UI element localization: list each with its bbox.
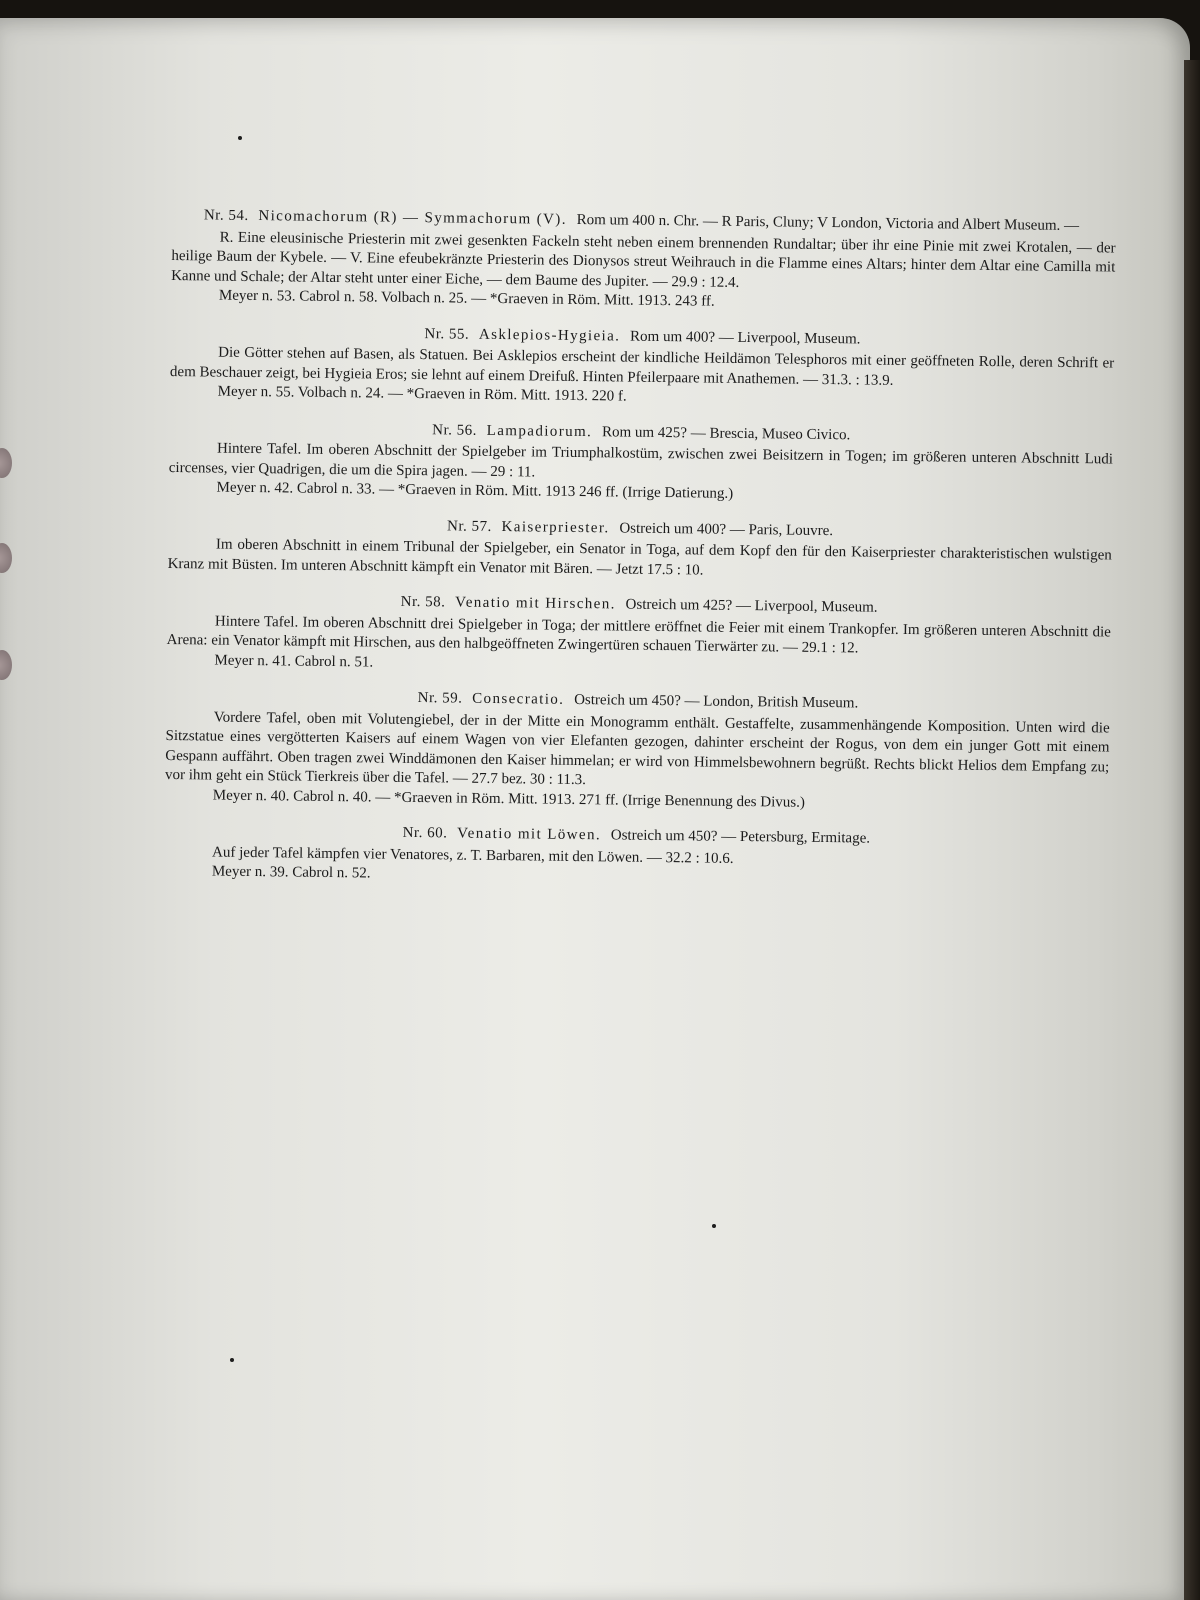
entry-references: Meyer n. 53. Cabrol n. 58. Volbach n. 25. — *Graeven in Röm. Mitt. 1913. 243 ff. [218,287,715,310]
entry-info: Rom um 425? — Brescia, Museo Civico. [601,423,851,443]
entry-description: Die Götter stehen auf Basen, als Statuen. Bei Asklepios erscheint der kindliche Heildämon Telesphoros mit einer geöffneten Rolle, deren Schrift er dem Beschauer zeigt, bei Hygieia Eros; sie lehnt auf einem Dreifuß. Hinten Pfeilerpaare mit Anathemen. — 31.3. : 13.9. [169,344,1115,389]
entry-info: Ostreich um 425? — Liverpool, Museum. [625,596,878,616]
entry-info: Ostreich um 450? — London, British Museum. [574,691,859,712]
entry-info: Rom um 400 n. Chr. — R Paris, Cluny; V London, Victoria and Albert Museum. — [576,211,1080,235]
entry-references: Meyer n. 55. Volbach n. 24. — *Graeven in Röm. Mitt. 1913. 220 f. [217,383,627,405]
entry-info: Rom um 400? — Liverpool, Museum. [629,328,861,347]
binding-hole [0,543,12,573]
entry-references: Meyer n. 42. Cabrol n. 33. — *Graeven in Röm. Mitt. 1913 246 ff. (Irrige Datierung.) [216,479,734,502]
document-page [0,18,1190,1600]
entry-description: Hintere Tafel. Im oberen Abschnitt drei Spielgeber in Toga; der mittlere eröffnet die Feier mit einem Trankopfer. Im größeren unteren Abschnitt die Arena: ein Venator kämpft mit Hirschen, aus den halbgeöffneten Zwingertüren schauen Tierwärter zu. — 29.1 : 12. [166,613,1111,657]
catalog-text [164,206,1116,909]
entry-title: Venatio mit Löwen. [457,825,602,844]
entry-references: Meyer n. 39. Cabrol n. 52. [211,863,371,882]
entry-references: Meyer n. 40. Cabrol n. 40. — *Graeven in Röm. Mitt. 1913. 271 ff. (Irrige Benennung des Divus.) [212,787,806,811]
catalog-entry [171,206,1116,317]
entry-title: Consecratio. [472,690,565,708]
paper-speck [230,1358,234,1362]
entry-title: Kaiserpriester. [501,518,610,536]
catalog-entry [166,590,1111,682]
entry-info: Ostreich um 450? — Petersburg, Ermitage. [610,827,871,847]
binding-hole [0,448,12,478]
catalog-entry [165,686,1110,817]
page-edge-shadow [1184,60,1200,1600]
entry-info: Ostreich um 400? — Paris, Louvre. [619,519,834,539]
binding-hole [0,650,12,680]
entry-number: Nr. 58. [400,593,446,611]
entry-number: Nr. 59. [417,690,463,707]
entry-number: Nr. 57. [446,517,492,535]
entry-description: Im oberen Abschnitt in einem Tribunal der Spielgeber, ein Senator in Toga, auf dem Kopf den für den Kaiserpriester charakteristischen wulstigen Kranz mit Büsten. Im unteren Abschnitt kämpft ein Venator mit Bären. — Jetzt 17.5 : 10. [167,536,1112,579]
entry-number: Nr. 60. [402,824,448,842]
entry-references: Meyer n. 41. Cabrol n. 51. [214,652,374,670]
entry-description: R. Eine eleusinische Priesterin mit zwei gesenkten Fackeln steht neben einem brennenden Rundaltar; über ihr eine Pinie mit zwei Krotalen, — der heilige Baum der Kybele. — V. Eine efeubekränzte Priesterin des Dionysos streut Weihrauch in die Flamme eines Altars; hinter dem Altar eine Camilla mit Kanne und Schale; der Altar steht unter einer Eiche, — dem Baume des Jupiter. — 29.9 : 12.4. [171,229,1116,291]
entry-number: Nr. 56. [432,421,478,439]
entry-number: Nr. 54. [203,207,249,224]
entry-description: Vordere Tafel, oben mit Volutengiebel, der in der Mitte ein Monogramm enthält. Gestaffelte, zusammenhängende Komposition. Unten wird die Sitzstatue eines vergötterten Kaisers auf einem Wagen von vier Elefanten gezogen, dahinter erscheint der Rogus, von dem ein junger Gott mit einem Gespann auffährt. Oben tragen zwei Winddämonen den Kaiser himmelan; er wird von Himmelsbewohnern begrüßt. Rechts blickt Helios dem Empfang zu; vor ihm geht ein Stück Tierkreis über die Tafel. — 27.7 bez. 30 : 11.3. [164,709,1110,789]
entry-title: Nicomachorum (R) — Symmachorum (V). [258,208,567,228]
entry-title: Asklepios-Hygieia. [478,326,621,344]
entry-title: Venatio mit Hirschen. [455,594,616,613]
entry-number: Nr. 55. [424,325,470,343]
paper-speck [238,136,242,140]
catalog-entry [168,417,1113,509]
catalog-entry [164,821,1109,893]
catalog-entry [168,513,1113,585]
catalog-entry [170,321,1115,413]
entry-title: Lampadiorum. [486,422,593,440]
entry-description: Auf jeder Tafel kämpfen vier Venatores, z. T. Barbaren, mit den Löwen. — 32.2 : 10.6. [212,844,734,867]
entry-description: Hintere Tafel. Im oberen Abschnitt der Spielgeber im Triumphalkostüm, zwischen zwei Beisitzern in Togen; im größeren unteren Abschnitt Ludi circenses, vier Quadrigen, die um die Spira jagen. — 29 : 11. [168,440,1114,480]
paper-speck [712,1224,716,1228]
